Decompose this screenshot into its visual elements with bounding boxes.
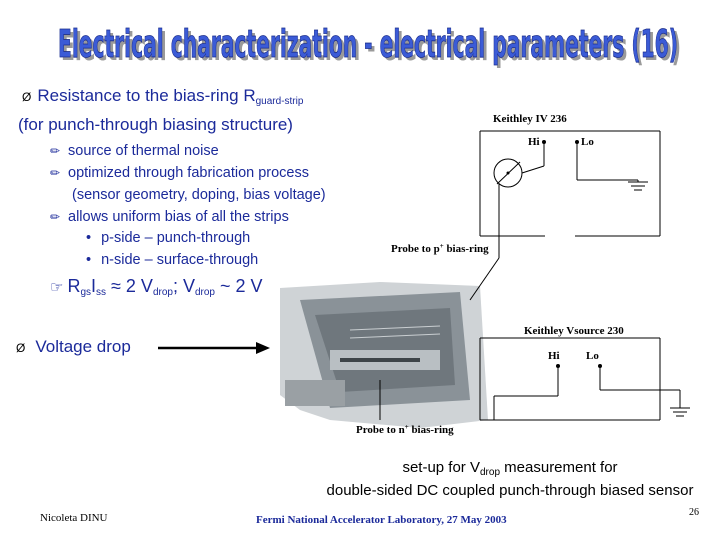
sub-item-text: optimized through fabrication process xyxy=(68,165,309,181)
formula-r: R xyxy=(67,276,81,296)
formula-gs: gs xyxy=(80,287,92,298)
sub-item-text: source of thermal noise xyxy=(68,143,219,159)
resistance-text: Resistance to the bias-ring R xyxy=(37,86,256,105)
slide-title-shadow: Electrical characterization - electrical parameters (16) xyxy=(61,25,681,69)
pointing-hand-icon: ☞ xyxy=(50,279,64,296)
dot-item-text: p-side – punch-through xyxy=(101,230,251,246)
arrow-right-icon xyxy=(158,342,270,354)
formula-mid: ; V xyxy=(172,276,195,296)
dot-marker: • xyxy=(86,230,92,246)
bullet-marker: Ø xyxy=(22,90,32,104)
dot-item-text: n-side – surface-through xyxy=(101,252,259,268)
caption-line-1: set-up for $V_{drop}$ measurement for xyxy=(402,459,618,478)
sensor-photo xyxy=(280,282,488,428)
sub-item-text: allows uniform bias of all the strips xyxy=(68,209,289,225)
probe-p-label: Probe to p+ bias-ring xyxy=(391,242,489,255)
probe-n-label: Probe to n+ bias-ring xyxy=(356,423,454,436)
pencil-icon: ✏ xyxy=(50,166,61,180)
resistance-line2: (for punch-through biasing structure) xyxy=(18,115,293,134)
lo-top-label: Lo xyxy=(581,136,594,148)
lo-bottom-label: Lo xyxy=(586,350,599,362)
formula-approx: ≈ 2 V xyxy=(106,276,153,296)
hi-bottom-label: Hi xyxy=(548,350,560,362)
keithley-iv-label: Keithley IV 236 xyxy=(493,113,567,125)
caption-line-2: double-sided DC coupled punch-through biased sensor xyxy=(326,482,694,499)
slide-title-text: Electrical characterization - electrical parameters (16) xyxy=(58,22,678,66)
keithley-vs-label: Keithley Vsource 230 xyxy=(524,325,624,337)
bullet-marker: Ø xyxy=(16,341,26,355)
figure-caption xyxy=(300,457,720,501)
sub-item-text: (sensor geometry, doping, bias voltage) xyxy=(72,187,326,203)
formula-drop-2: drop xyxy=(194,287,215,298)
formula-drop-1: drop xyxy=(152,287,173,298)
dot-marker: • xyxy=(86,252,92,268)
hi-top-label: Hi xyxy=(528,136,540,148)
keithley-iv-circuit xyxy=(470,131,660,300)
footer-lab: Fermi National Accelerator Laboratory, 27 May 2003 xyxy=(256,514,507,526)
resistance-subscript: guard-strip xyxy=(255,96,304,107)
formula-i: I xyxy=(91,276,97,296)
formula-tail: ~ 2 V xyxy=(214,276,263,296)
pencil-icon: ✏ xyxy=(50,210,61,224)
pencil-icon: ✏ xyxy=(50,144,61,158)
voltage-drop-text: Voltage drop xyxy=(35,337,131,356)
footer-page-number: 26 xyxy=(689,507,699,518)
formula-ss: ss xyxy=(96,287,107,298)
footer-author: Nicoleta DINU xyxy=(40,512,108,524)
